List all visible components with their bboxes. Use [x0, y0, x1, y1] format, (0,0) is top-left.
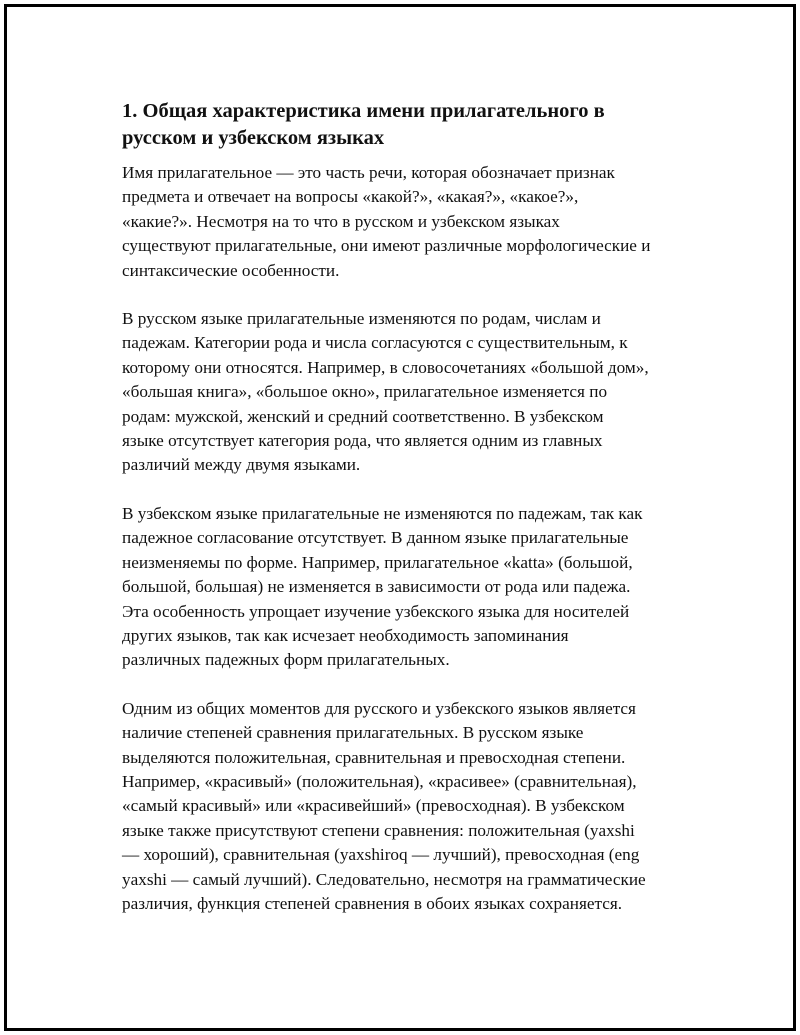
text-line: языке также присутствуют степени сравнения: положительная (yaxshi — [122, 820, 635, 840]
text-line: различий между двумя языками. — [122, 455, 361, 475]
text-line: родам: мужской, женский и средний соответственно. В узбекском — [122, 406, 604, 426]
text-line: которому они относятся. Например, в словосочетаниях «большой дом», — [122, 357, 649, 377]
text-line: Имя прилагательное — это часть речи, которая обозначает признак — [122, 163, 615, 182]
text-line: существуют прилагательные, они имеют различные морфологические и — [122, 236, 651, 256]
text-line: Одним из общих моментов для русского и узбекского языков является — [122, 698, 636, 718]
text-line: различных падежных форм прилагательных. — [122, 650, 450, 670]
text-line: падежам. Категории рода и числа согласуются с существительным, к — [122, 333, 628, 353]
text-line: выделяются положительная, сравнительная и превосходная степени. — [122, 747, 626, 767]
text-line: Эта особенность упрощает изучение узбекского языка для носителей — [122, 601, 630, 621]
text-line: синтаксические особенности. — [122, 260, 340, 280]
text-line: большой, большая) не изменяется в зависимости от рода или падежа. — [122, 577, 631, 597]
text-line: неизменяемы по форме. Например, прилагательное «katta» (большой, — [122, 552, 633, 572]
page-frame — [4, 4, 796, 1031]
text-line: других языков, так как исчезает необходимость запоминания — [122, 625, 569, 645]
heading-line-1: 1. Общая характеристика имени прилагательного в — [122, 100, 605, 122]
text-line: «какие?». Несмотря на то что в русском и узбекском языках — [122, 211, 560, 231]
text-line: yaxshi — самый лучший). Следовательно, несмотря на грамматические — [122, 869, 646, 889]
text-line: наличие степеней сравнения прилагательных. В русском языке — [122, 723, 584, 743]
paragraph-definition — [122, 161, 702, 283]
text-line: — хороший), сравнительная (yaxshiroq — лучший), превосходная (eng — [122, 845, 640, 865]
text-line: Например, «красивый» (положительная), «красивее» (сравнительная), — [122, 771, 637, 791]
paragraph-comparison-degrees — [122, 697, 702, 917]
text-line: «большая книга», «большое окно», прилагательное изменяется по — [122, 382, 608, 402]
text-line: языке отсутствует категория рода, что является одним из главных — [122, 431, 603, 451]
heading-line-2: русском и узбекском языках — [122, 127, 385, 149]
text-line: предмета и отвечает на вопросы «какой?», «какая?», «какое?», — [122, 187, 579, 207]
text-line: «самый красивый» или «красивейший» (превосходная). В узбекском — [122, 796, 625, 816]
paragraph-russian-gender — [122, 307, 702, 478]
paragraph-uzbek-cases — [122, 502, 702, 673]
document-body — [122, 98, 702, 940]
text-line: В узбекском языке прилагательные не изменяются по падежам, так как — [122, 503, 643, 523]
section-heading — [122, 98, 702, 152]
text-line: различия, функция степеней сравнения в обоих языках сохраняется. — [122, 893, 623, 913]
text-line: В русском языке прилагательные изменяются по родам, числам и — [122, 309, 601, 329]
text-line: падежное согласование отсутствует. В данном языке прилагательные — [122, 528, 629, 548]
